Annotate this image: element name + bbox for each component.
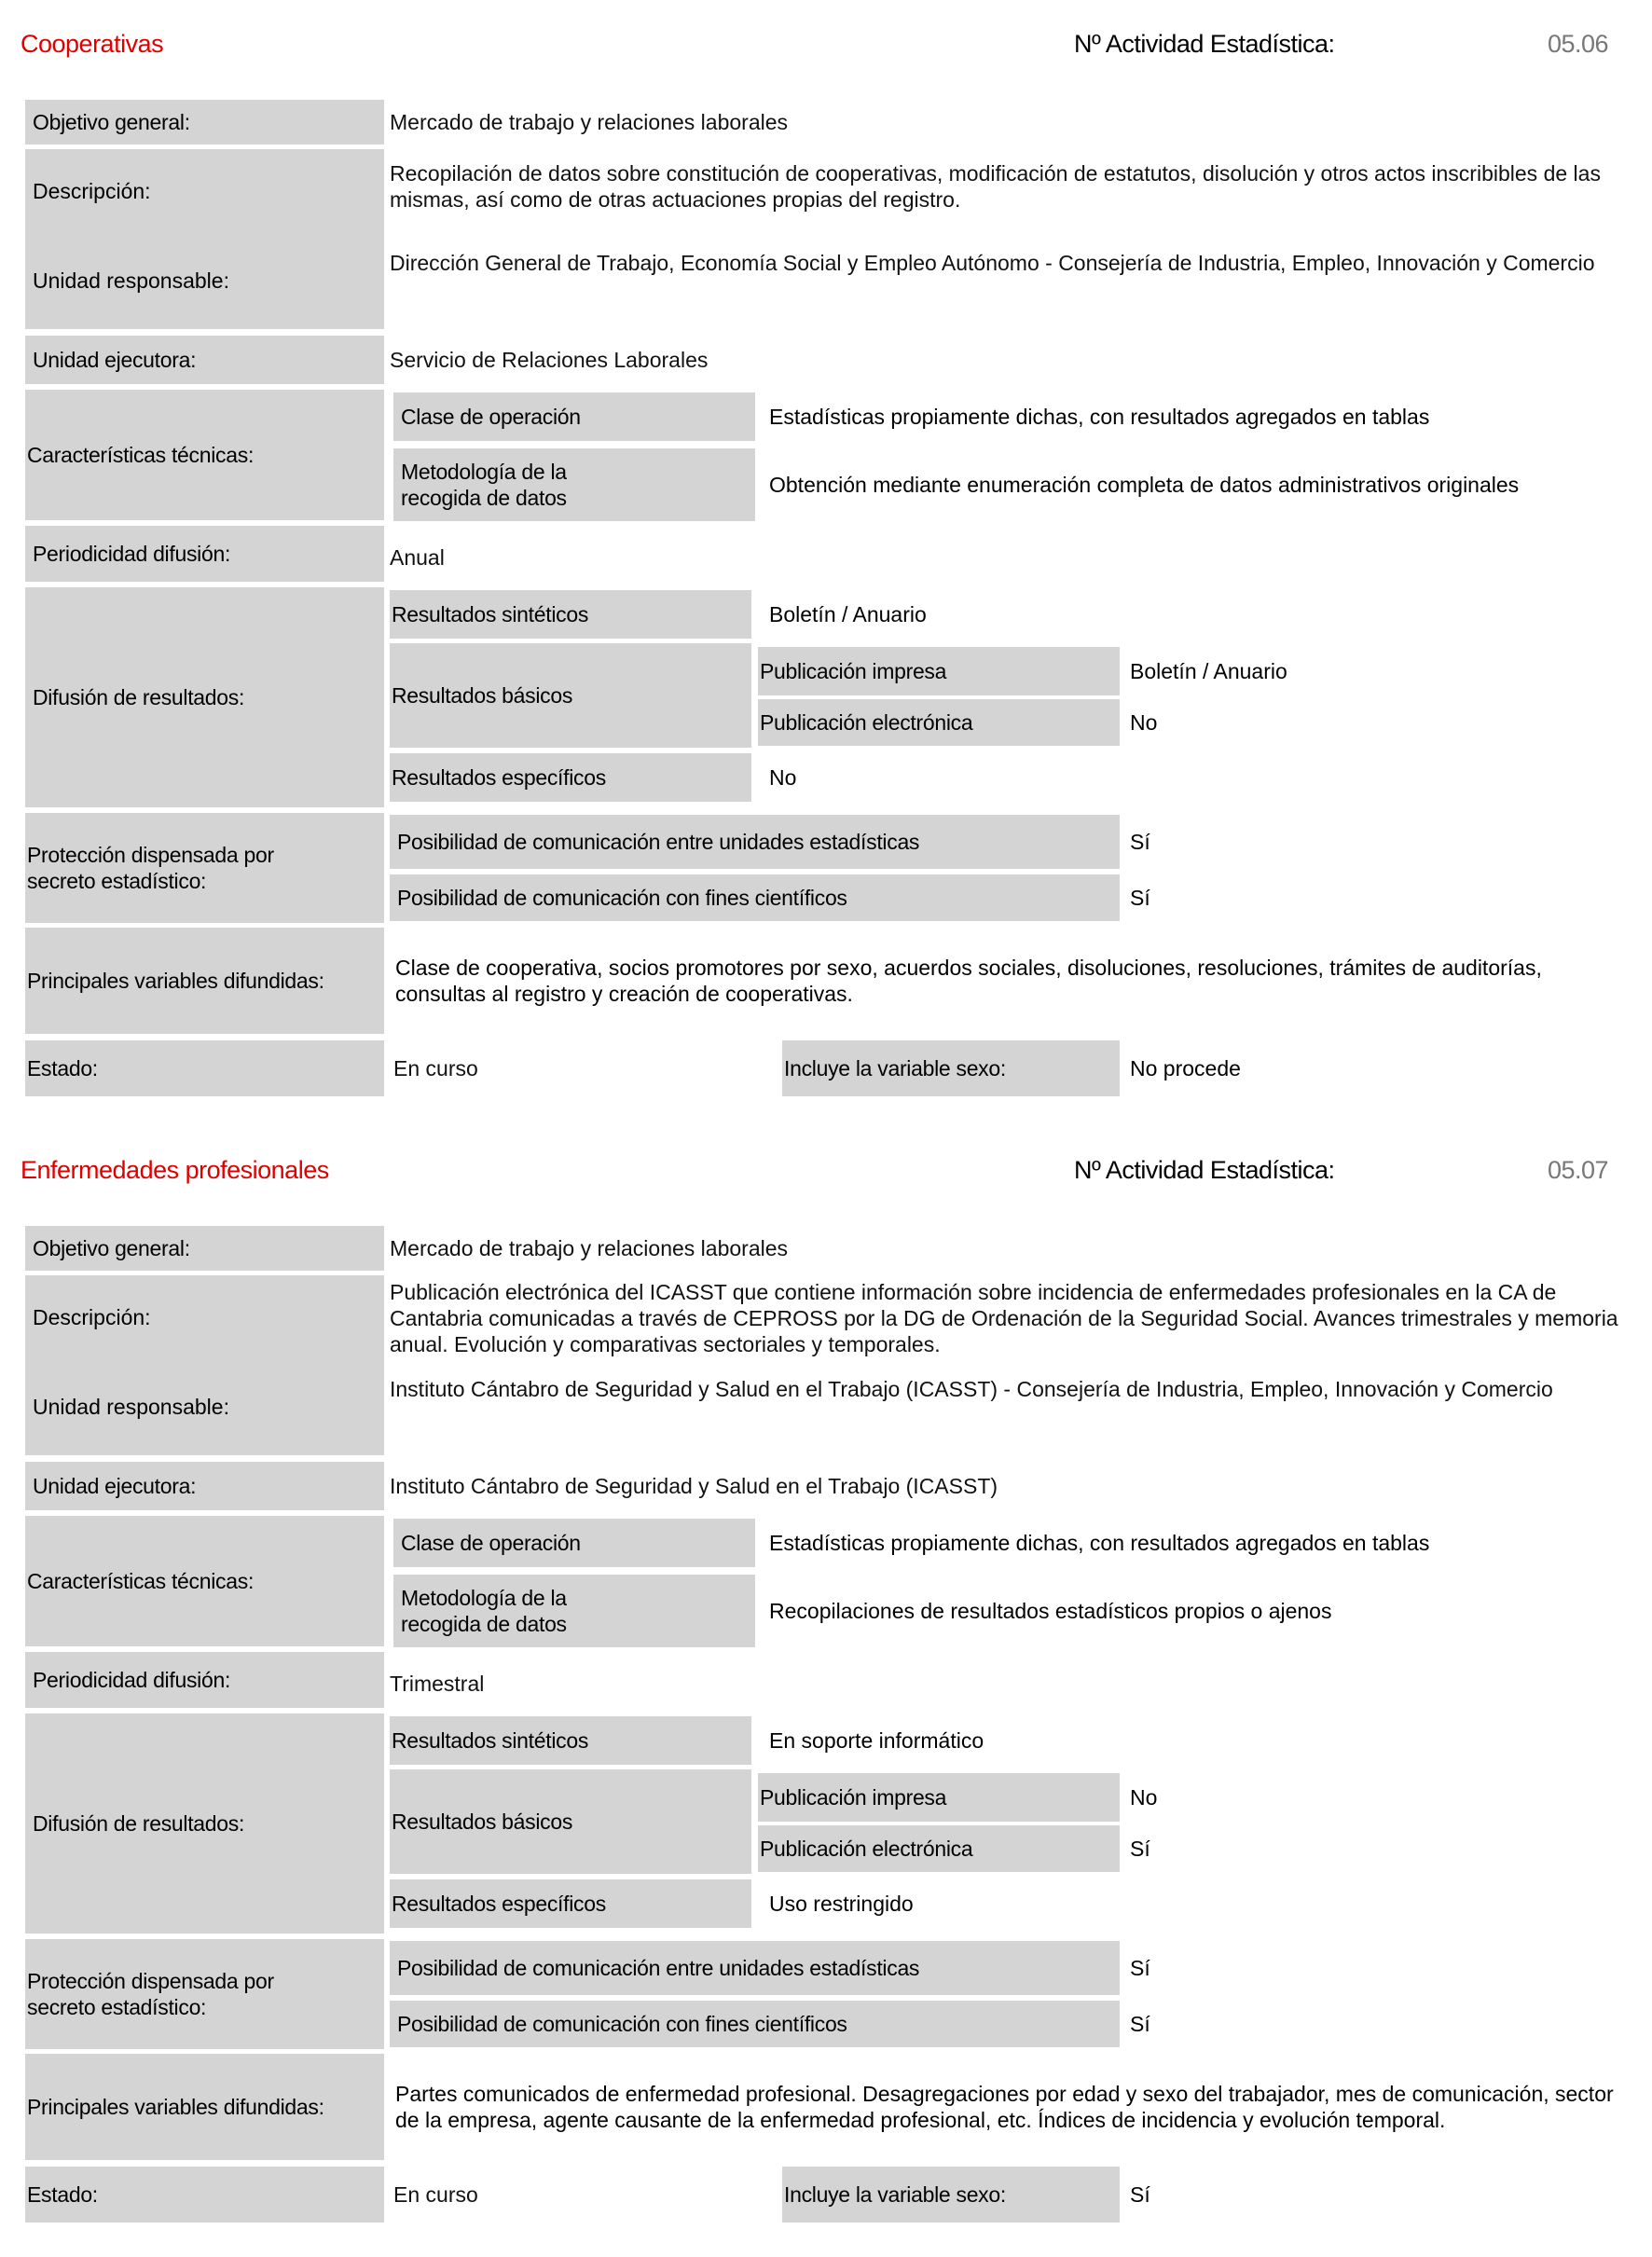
publicacion-electronica-value: No — [1130, 710, 1158, 735]
incluye-sexo-label: Incluye la variable sexo: — [782, 1040, 1120, 1096]
com-unidades-value: Sí — [1130, 830, 1150, 854]
periodicidad-label: Periodicidad difusión: — [25, 526, 384, 582]
incluye-sexo-value: No procede — [1130, 1056, 1241, 1080]
variables-label: Principales variables difundidas: — [25, 2054, 384, 2160]
publicacion-impresa-label: Publicación impresa — [758, 1773, 1120, 1822]
metodologia-value: Recopilaciones de resultados estadísticos propios o ajenos — [769, 1599, 1332, 1623]
descripcion-label: Descripción: — [33, 179, 151, 203]
activity-number-label: Nº Actividad Estadística: — [1074, 1156, 1335, 1184]
record-title: Cooperativas — [21, 30, 164, 58]
descripcion-value: Publicación electrónica del ICASST que contiene información sobre incidencia de enfermedades profesionales en la CA de Cantabria comunicadas a través de CEPROSS por la DG de Ordenación de la Seguridad Social. Avances trimestrales y memoria anual. Evolución y comparativas sectoriales y temporales. — [390, 1280, 1618, 1356]
incluye-sexo-label: Incluye la variable sexo: — [782, 2167, 1120, 2223]
difusion-label: Difusión de resultados: — [25, 1713, 384, 1934]
publicacion-impresa-value: No — [1130, 1785, 1158, 1810]
resultados-especificos-label: Resultados específicos — [390, 1879, 751, 1928]
publicacion-electronica-value: Sí — [1130, 1837, 1150, 1861]
resultados-especificos-value: Uso restringido — [769, 1892, 914, 1916]
unidad-ejecutora-label: Unidad ejecutora: — [25, 336, 384, 384]
estado-value: En curso — [393, 2182, 478, 2207]
variables-label: Principales variables difundidas: — [25, 928, 384, 1034]
clase-operacion-value: Estadísticas propiamente dichas, con resultados agregados en tablas — [769, 405, 1430, 429]
periodicidad-value: Trimestral — [390, 1672, 485, 1696]
unidad-responsable-value: Instituto Cántabro de Seguridad y Salud en el Trabajo (ICASST) - Consejería de Industria, Empleo, Innovación y Comercio — [390, 1377, 1553, 1401]
objetivo-value: Mercado de trabajo y relaciones laborales — [390, 1236, 789, 1260]
resultados-especificos-value: No — [769, 765, 797, 790]
publicacion-impresa-label: Publicación impresa — [758, 647, 1120, 695]
periodicidad-value: Anual — [390, 545, 445, 570]
caracteristicas-label: Características técnicas: — [25, 390, 384, 520]
estado-label: Estado: — [25, 1040, 384, 1096]
objetivo-label: Objetivo general: — [25, 1226, 384, 1271]
resultados-especificos-label: Resultados específicos — [390, 753, 751, 802]
clase-operacion-label: Clase de operación — [393, 392, 755, 441]
descripcion-label: Descripción: — [33, 1305, 151, 1329]
activity-number-label: Nº Actividad Estadística: — [1074, 30, 1335, 58]
com-cientificos-label: Posibilidad de comunicación con fines científicos — [390, 874, 1120, 921]
record-title: Enfermedades profesionales — [21, 1156, 329, 1184]
unidad-ejecutora-label: Unidad ejecutora: — [25, 1462, 384, 1510]
com-unidades-label: Posibilidad de comunicación entre unidades estadísticas — [390, 1941, 1120, 1995]
variables-value: Partes comunicados de enfermedad profesional. Desagregaciones por edad y sexo del trabajador, mes de comunicación, sector de la empresa, agente causante de la enfermedad profesional, etc. Índices de incidencia y evolución temporal. — [395, 2082, 1614, 2132]
periodicidad-label: Periodicidad difusión: — [25, 1652, 384, 1708]
descripcion-value: Recopilación de datos sobre constitución de cooperativas, modificación de estatutos, disolución y otros actos inscribibles de las mismas, así como de otras actuaciones propias del registro. — [390, 161, 1601, 212]
activity-number: 05.06 — [1548, 30, 1609, 58]
resultados-sinteticos-value: Boletín / Anuario — [769, 602, 927, 626]
incluye-sexo-value: Sí — [1130, 2182, 1150, 2207]
objetivo-label: Objetivo general: — [25, 100, 384, 145]
com-unidades-label: Posibilidad de comunicación entre unidades estadísticas — [390, 815, 1120, 869]
resultados-basicos-label: Resultados básicos — [390, 1769, 751, 1874]
unidad-responsable-label: Unidad responsable: — [33, 1395, 229, 1419]
caracteristicas-label: Características técnicas: — [25, 1516, 384, 1646]
unidad-responsable-label: Unidad responsable: — [33, 268, 229, 293]
publicacion-electronica-label: Publicación electrónica — [758, 699, 1120, 746]
com-cientificos-value: Sí — [1130, 2012, 1150, 2036]
proteccion-label: Protección dispensada por secreto estadístico: — [25, 1939, 384, 2049]
unidad-ejecutora-value: Servicio de Relaciones Laborales — [390, 348, 709, 372]
unidad-ejecutora-value: Instituto Cántabro de Seguridad y Salud en el Trabajo (ICASST) — [390, 1474, 998, 1498]
activity-number: 05.07 — [1548, 1156, 1609, 1184]
metodologia-value: Obtención mediante enumeración completa de datos administrativos originales — [769, 473, 1520, 497]
estado-label: Estado: — [25, 2167, 384, 2223]
clase-operacion-value: Estadísticas propiamente dichas, con resultados agregados en tablas — [769, 1531, 1430, 1555]
difusion-label: Difusión de resultados: — [25, 587, 384, 807]
metodologia-label: Metodología de la recogida de datos — [393, 1575, 755, 1647]
resultados-sinteticos-value: En soporte informático — [769, 1728, 984, 1753]
metodologia-label: Metodología de la recogida de datos — [393, 448, 755, 521]
resultados-sinteticos-label: Resultados sintéticos — [390, 1716, 751, 1765]
resultados-basicos-label: Resultados básicos — [390, 643, 751, 748]
com-cientificos-value: Sí — [1130, 886, 1150, 910]
estado-value: En curso — [393, 1056, 478, 1080]
unidad-responsable-value: Dirección General de Trabajo, Economía Social y Empleo Autónomo - Consejería de Industria, Empleo, Innovación y Comercio — [390, 251, 1595, 275]
objetivo-value: Mercado de trabajo y relaciones laborales — [390, 110, 789, 134]
com-unidades-value: Sí — [1130, 1956, 1150, 1980]
variables-value: Clase de cooperativa, socios promotores por sexo, acuerdos sociales, disoluciones, resoluciones, trámites de auditorías, consultas al registro y creación de cooperativas. — [395, 956, 1542, 1006]
proteccion-label: Protección dispensada por secreto estadístico: — [25, 813, 384, 923]
clase-operacion-label: Clase de operación — [393, 1519, 755, 1567]
publicacion-impresa-value: Boletín / Anuario — [1130, 659, 1287, 683]
com-cientificos-label: Posibilidad de comunicación con fines científicos — [390, 2001, 1120, 2047]
resultados-sinteticos-label: Resultados sintéticos — [390, 590, 751, 639]
publicacion-electronica-label: Publicación electrónica — [758, 1825, 1120, 1872]
